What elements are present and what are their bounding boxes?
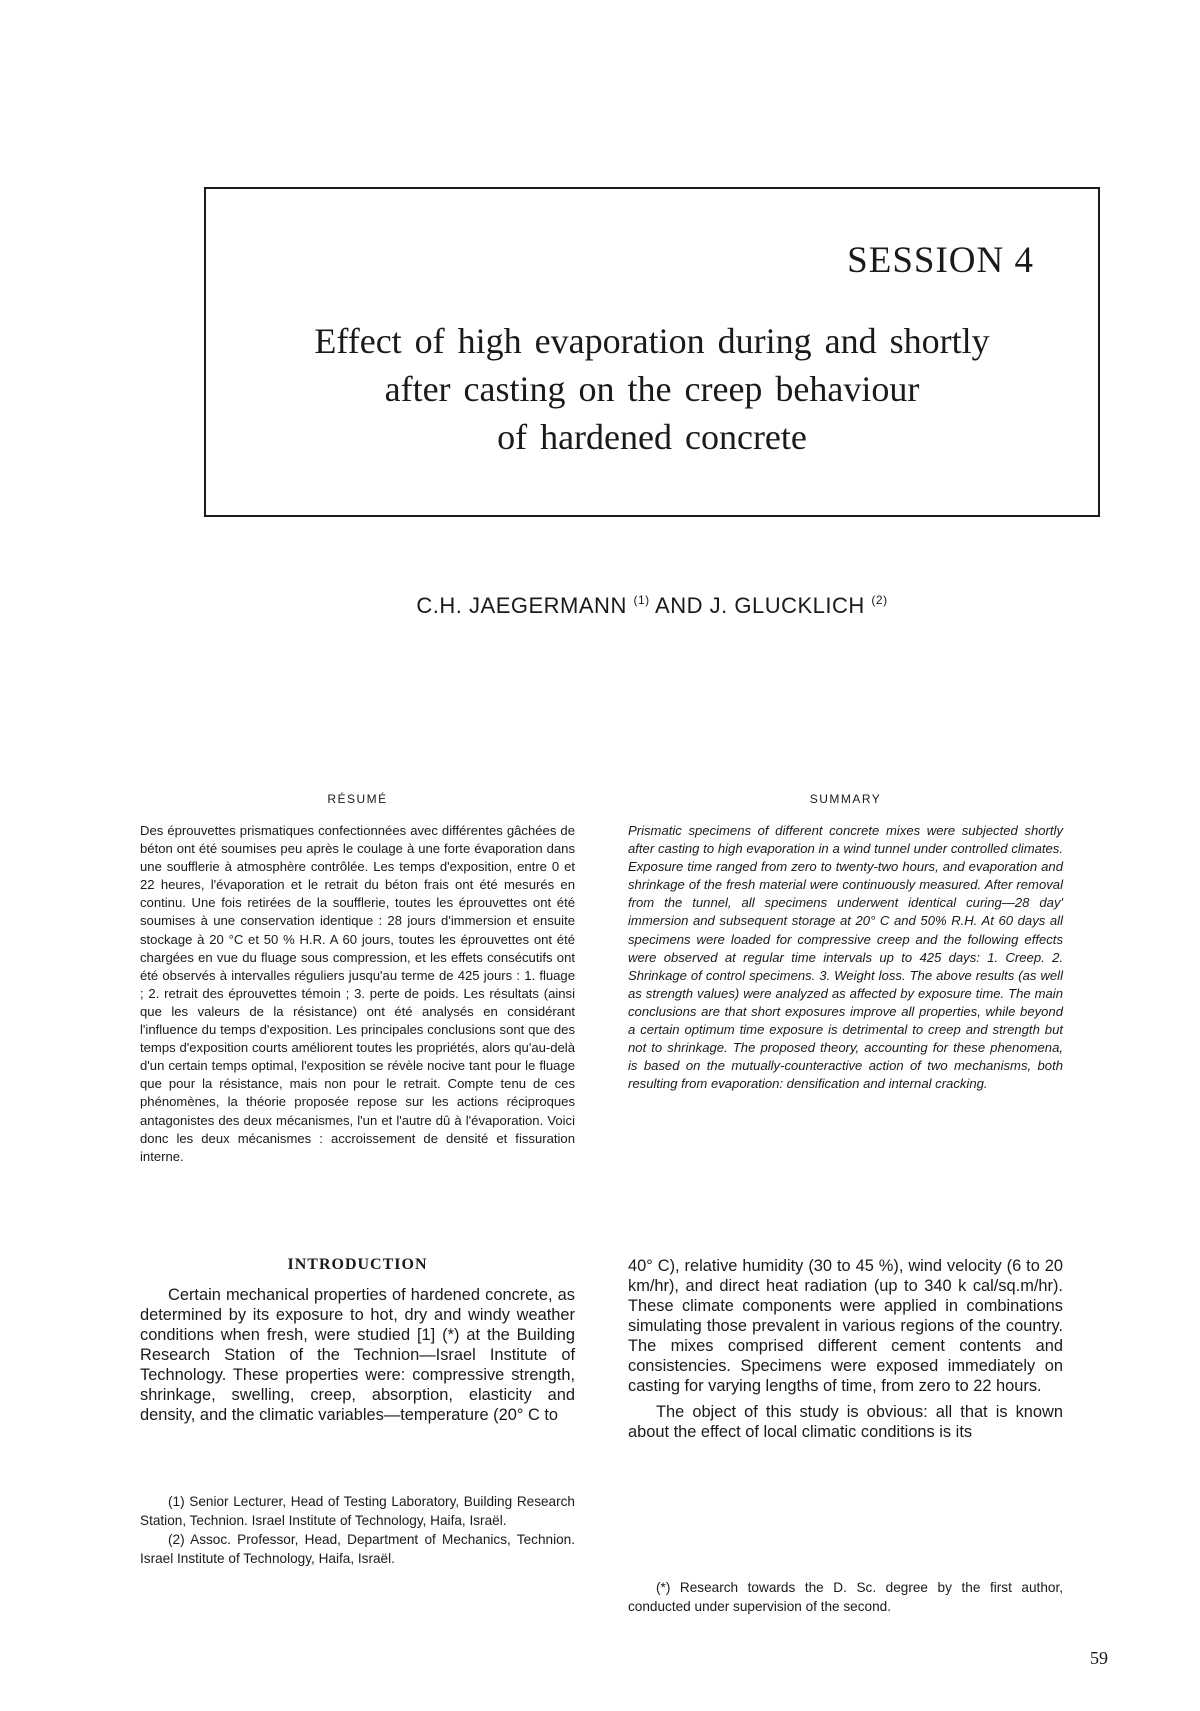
author-footnotes: [140, 1492, 575, 1568]
footnote-2: (2) Assoc. Professor, Head, Department of Mechanics, Technion. Israel Institute of Technology, Haifa, Israël.: [140, 1532, 575, 1566]
introduction-right-column: [628, 1256, 1063, 1448]
introduction-paragraph-1: Certain mechanical properties of hardened concrete, as determined by its exposure to hot, dry and windy weather conditions when fresh, were studied [1] (*) at the Building Research Station of the Technion—Israel Institute of Technology. These properties were: compressive strength, shrinkage, swelling, creep, absorption, elasticity and density, and the climatic variables—temperature (20° C to: [140, 1286, 575, 1424]
author-1-footnote-mark: (1): [633, 593, 650, 607]
session-label: SESSION 4: [847, 240, 1034, 281]
title-line-3: of hardened concrete: [497, 417, 807, 457]
footnote-1: (1) Senior Lecturer, Head of Testing Laboratory, Building Research Station, Technion. Israel Institute of Technology, Haifa, Israël.: [140, 1494, 575, 1528]
author-2-footnote-mark: (2): [871, 593, 888, 607]
page-number: 59: [1090, 1648, 1108, 1668]
author-2: J. GLUCKLICH: [709, 593, 865, 618]
paper-title: [226, 317, 1078, 461]
introduction-paragraph-3: The object of this study is obvious: all that is known about the effect of local climatic conditions is its: [628, 1403, 1063, 1441]
summary-text: Prismatic specimens of different concrete mixes were subjected shortly after casting to high evaporation in a wind tunnel under controlled climates. Exposure time ranged from zero to twenty-two hours, and evaporation and shrinkage of the fresh material were continuously measured. After removal from the tunnel, all specimens underwent identical curing—28 day' immersion and subsequent storage at 20° C and 50% R.H. At 60 days all specimens were loaded for compressive creep and the following effects were observed at regular time intervals up to 425 days: 1. Creep. 2. Shrinkage of control specimens. 3. Weight loss. The above results (as well as strength values) were analyzed as affected by exposure time. The main conclusions are that short exposures improve all properties, while beyond a certain optimum time exposure is detrimental to creep and strength but not to shrinkage. The proposed theory, accounting for these phenomena, is based on the mutually-counteractive action of two mechanisms, both resulting from evaporation: densification and internal cracking.: [628, 823, 1063, 1092]
resume-text: Des éprouvettes prismatiques confectionnées avec différentes gâchées de béton ont été soumises peu après le coulage à une forte évaporation dans une soufflerie à atmosphère contrôlée. Les temps d'exposition, entre 0 et 22 heures, l'évaporation et le retrait du béton frais ont été mesurés en continu. Une fois retirées de la soufflerie, toutes les éprouvettes ont été soumises à une conservation identique : 28 jours d'immersion et ensuite stockage à 20 °C et 50 % H.R. A 60 jours, toutes les éprouvettes ont été chargées en vue du fluage sous compression, et les effets consécutifs ont été observés à intervalles réguliers jusqu'au terme de 425 jours : 1. fluage ; 2. retrait des éprouvettes témoin ; 3. perte de poids. Les résultats (ainsi que les valeurs de la résistance) ont été analysés en considérant l'influence du temps d'exposition. Les principales conclusions sont que des temps d'exposition courts améliorent toutes les propriétés, alors qu'au-delà d'un certain temps optimal, l'exposition se révèle nocive tant pour le fluage que pour la résistance, mais non pour le retrait. Compte tenu de ces phénomènes, la théorie proposée repose sur les actions réciproques antagonistes des deux mécanismes, l'un et l'autre dû à l'évaporation. Voici donc les deux mécanismes : accroissement de densité et fissuration interne.: [140, 823, 575, 1164]
title-line-2: after casting on the creep behaviour: [384, 369, 920, 409]
summary-heading: SUMMARY: [809, 792, 882, 806]
author-1: C.H. JAEGERMANN: [416, 593, 627, 618]
introduction-paragraph-2: 40° C), relative humidity (30 to 45 %), wind velocity (6 to 20 km/hr), and direct heat radiation (up to 340 k cal/sq.m/hr). These climate components were applied in combinations simulating those prevalent in various regions of the country. The mixes comprised different cement contents and consistencies. Specimens were exposed immediately on casting for varying lengths of time, from zero to 22 hours.: [628, 1257, 1063, 1395]
footnote-star: (*) Research towards the D. Sc. degree by the first author, conducted under supervision of the second.: [628, 1580, 1063, 1614]
author-conjunction: AND: [655, 593, 703, 618]
title-box: [204, 187, 1100, 517]
introduction-heading: INTRODUCTION: [287, 1256, 428, 1273]
title-line-1: Effect of high evaporation during and shortly: [314, 321, 990, 361]
author-line: [204, 593, 1100, 619]
introduction-left-column: [140, 1285, 575, 1431]
resume-heading: RÉSUMÉ: [327, 792, 388, 806]
research-footnote: [628, 1578, 1063, 1616]
